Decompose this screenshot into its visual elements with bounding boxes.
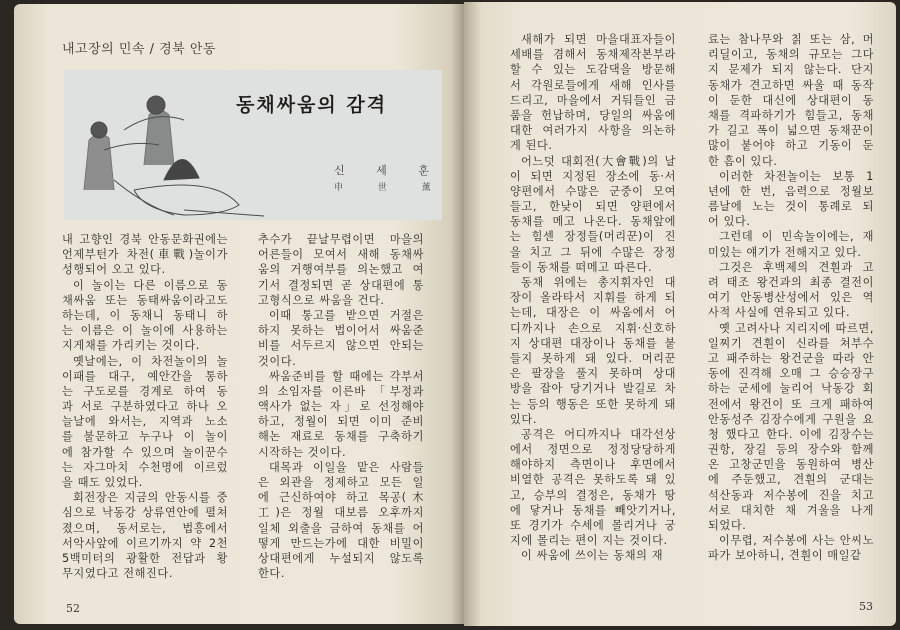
text-line: 권항, 장길 등의 장수와 함께 [708,443,874,457]
text-line: 동채가 견고하면 싸울 때 동작 [708,78,874,92]
text-line: 세배를 겸해서 동채제작본부라 [510,48,676,62]
page-number: 53 [859,600,873,613]
text-line: 드리고, 마을에서 거둬들인 금 [510,93,676,107]
text-line: 료는 참나무와 칡 또는 삼, 머 [708,33,874,46]
text-line: 한다. [258,567,285,581]
text-line: 사적 사실에 연유되고 있다. [708,306,851,320]
text-line: 이때 통고를 받으면 거절은 [269,308,424,322]
text-line: 공격은 어디까지나 대각선상 [521,427,676,441]
text-line: 해야하지 측면이나 후면에서 [510,458,676,472]
text-line: 동에 진격해 오매 그 승승장구 [708,367,874,381]
text-line: 무지였다고 전해진다. [62,567,173,581]
text-line: 에 참가할 수 있으며 놀이꾼수 [62,445,228,459]
section-kicker: 내고장의 민속 / 경북 안동 [62,42,216,57]
text-line: 대목과 이일을 맡은 사람들 [269,460,424,474]
text-line: 싸움준비를 할 때에는 각부서 [269,369,424,383]
text-line: 서 각원로들에게 새해 인사를 [510,78,676,92]
text-line: 고형식으로 싸움을 건다. [258,293,385,307]
text-line: 온 고창군민을 동원하여 병산 [708,458,874,472]
text-line: 동채 위에는 총지휘자인 대 [521,276,676,289]
text-line: 비를 서두르지 않으면 안되는 [258,339,424,353]
text-line: 지에 몰리는 편이 지는 것이다. [510,534,668,548]
text-line: 청 했다고 한다. 이에 김장수는 [708,427,874,441]
text-line: 것이다. [258,354,297,368]
text-line: 일체 외출을 금하여 동채를 어 [258,521,424,535]
text-line: 방을 잡아 당기거나 발길로 차 [510,382,676,396]
text-line: 름날에 노는 것이 통례로 되 [708,200,874,214]
text-line: 전에서 왕건이 또 크게 패하여 [708,397,874,411]
article-title: 동채싸움의 감격 [236,94,388,116]
text-line: 품을 헌납하며, 당일의 싸움에 [510,108,676,122]
text-line: 내 고향인 경북 안동문화권에는 [62,233,228,246]
text-line: 이 싸움에 쓰이는 동채의 재 [521,549,664,563]
text-line: 있다. [510,412,537,426]
text-line: 들지 못하게 돼 있다. 머리꾼 [510,351,676,365]
text-line: 지 상대편 대장이나 동채를 붙 [510,336,676,350]
text-line: 工)은 정월 대보름 오후까지 [258,506,424,520]
text-line: 채를 격파하기가 힘들고, 동채 [708,108,874,122]
text-line: 떻게 만드는가에 대한 비밀이 [258,536,424,550]
text-line: 성행되어 오고 있다. [62,263,166,277]
text-line: 에 닿거나 동채를 빼앗기거나, [510,503,676,517]
text-line: 들이 동채를 떠메고 따른다. [510,260,653,274]
text-line: 년에 한 번, 음력으로 정월보 [708,184,874,198]
text-line: 는 자그마치 수천명에 이르렀 [62,460,228,474]
right-page [464,2,896,626]
text-column [62,232,228,581]
text-line: 하고, 정월이 되면 이미 준비 [258,415,424,429]
text-line: 동채를 메고 나온다. 동채앞에 [510,215,676,229]
text-line: 졌으며, 동서로는, 법흥에서 [62,521,228,535]
text-line: 는 힘센 장정들(머리꾼)이 진 [510,230,676,244]
text-line: 은 외관을 정제하고 모든 일 [258,476,424,489]
text-line: 되었다. [708,519,747,532]
text-line: 할 수 있는 도감댁을 방문해 [510,63,676,77]
text-line: 일찌기 견훤이 신라를 쳐부수 [708,336,874,350]
text-line: 많이 붙어야 하고 기동이 둔 [708,139,874,153]
text-line: 해논 재료로 동채를 구축하기 [258,430,424,444]
text-line: 려 태조 왕건과의 최종 결전이 [708,276,874,289]
text-line: 늘날에 와서는, 지역과 노소 [62,415,228,429]
text-line: 5백미터의 광활한 전답과 황 [62,551,228,565]
text-line: 대한 여러가지 사항을 의논하 [510,124,676,138]
text-line: 에 근신하여야 하고 목공(木 [258,491,424,505]
text-column [258,232,424,581]
text-line: 은 팔장을 풀지 못하며 상대 [510,367,676,381]
text-line: 서악사앞에 이르기까지 약 2천 [62,536,228,550]
text-line: 시작하는 것이다. [258,445,347,459]
text-line: 이 놀이는 다른 이름으로 동 [73,278,228,292]
text-line: 을 치고 그 뒤에 수많은 장정 [510,245,676,259]
author-name-hanja: 申 世 薰 [334,183,447,193]
text-line: 디까지나 손으로 지휘·신호하 [510,321,676,335]
text-line: 양편에서 수많은 군중이 모여 [510,184,676,198]
text-line: 여기 안동병산성에서 있은 역 [708,291,874,305]
text-line: 장이 올라타서 지휘를 하게 되 [510,291,676,305]
text-line: 언제부턴가 차전(車戰)놀이가 [62,248,228,262]
text-line: 이패를 대구, 예안간을 통하 [62,369,228,383]
text-column [708,32,874,564]
text-line: 상대편에게 누설되지 않도록 [258,551,424,565]
text-line: 지게채를 가리키는 것이다. [62,339,200,353]
text-line: 파가 보아하니, 견훤이 매일같 [708,549,862,563]
text-line: 고 패주하는 왕건군을 따라 안 [708,351,874,365]
text-line: 액사가 없는 자」로 선정해야 [258,400,424,414]
text-line: 회전장은 지금의 안동시를 중 [73,491,228,505]
author-name: 신 세 훈 [334,164,443,177]
text-line: 서로 대치한 채 겨울을 나게 [708,503,874,517]
text-line: 어 있다. [708,215,751,229]
text-line: 는 이름은 이 놀이에 사용하는 [62,324,228,338]
text-line: 어느덧 대회전(大會戰)의 날 [521,154,676,168]
text-line: 이무렵, 저수봉에 사는 안씨노 [719,534,874,548]
text-line: 하지 못하는 법이어서 싸움준 [258,324,424,338]
text-line: 비열한 공격은 못하도록 돼 있 [510,473,676,487]
text-line: 옛 고려사나 지리지에 따르면, [719,321,874,335]
text-line: 가 길고 폭이 넓으면 동채꾼이 [708,124,874,138]
text-line: 하는데, 이 동채니 동태니 하 [62,308,228,322]
text-line: 미있는 얘기가 전해지고 있다. [708,245,862,259]
text-line: 는 등의 행동은 또한 못하게 돼 [510,397,676,411]
text-line: 들고, 한낮이 되면 양편에서 [510,200,676,214]
left-page [14,4,464,624]
text-line: 는데, 대장은 이 싸움에서 어 [510,306,676,320]
text-line: 그것은 후백제의 견훤과 고 [719,260,874,274]
text-line: 이 둔한 대신에 상대편이 동 [708,93,874,107]
text-line: 그런데 이 민속놀이에는, 재 [719,230,874,244]
text-line: 새해가 되면 마을대표자들이 [521,33,676,46]
text-line: 리딜이고, 동채의 규모는 그다 [708,48,874,62]
text-line: 석산동과 저수봉에 진을 치고 [708,488,874,502]
text-line: 에 주둔했고, 견훤의 군대는 [708,473,874,487]
text-line: 하는 군세에 눌리어 낙동강 회 [708,382,874,396]
text-line: 에서 정면으로 정정당당하게 [510,443,676,457]
text-line: 이 되면 지정된 장소에 동·서 [510,169,676,183]
text-line: 어른들이 모여서 새해 동채싸 [258,248,424,262]
text-line: 추수가 끝날무렵이면 마을의 [258,233,424,246]
text-line: 를 불문하고 누구나 이 놀이 [62,430,228,444]
text-line: 움의 거행여부를 의논했고 여 [258,263,424,277]
text-line: 심으로 낙동강 상류연안에 펼쳐 [62,506,228,520]
text-line: 옛날에는, 이 차전놀이의 놀 [73,354,228,368]
text-line: 의 소임자를 이른바 「부정과 [258,384,424,398]
text-line: 는 구도로를 경계로 하여 동 [62,384,228,398]
text-line: 지 문제가 되지 않는다. 단지 [708,63,874,77]
text-line: 과 서로 구분하였다고 하나 오 [62,400,228,414]
text-line: 기서 결정되면 곧 상대편에 통 [258,278,424,292]
text-line: 안동성주 김장수에게 구원을 요 [708,412,874,426]
text-column [510,32,676,564]
text-line: 고, 승부의 결정은, 동채가 땅 [510,488,676,502]
text-line: 게 된다. [510,139,553,153]
text-line: 이러한 차전놀이는 보통 1 [719,169,874,183]
text-line: 을 때도 있었다. [62,476,143,489]
text-line: 한 흠이 있다. [708,154,778,168]
page-number: 52 [66,602,80,615]
text-line: 채싸움 또는 동태싸움이라고도 [62,293,228,307]
text-line: 또 경기가 수세에 몰리거나 궁 [510,519,676,532]
